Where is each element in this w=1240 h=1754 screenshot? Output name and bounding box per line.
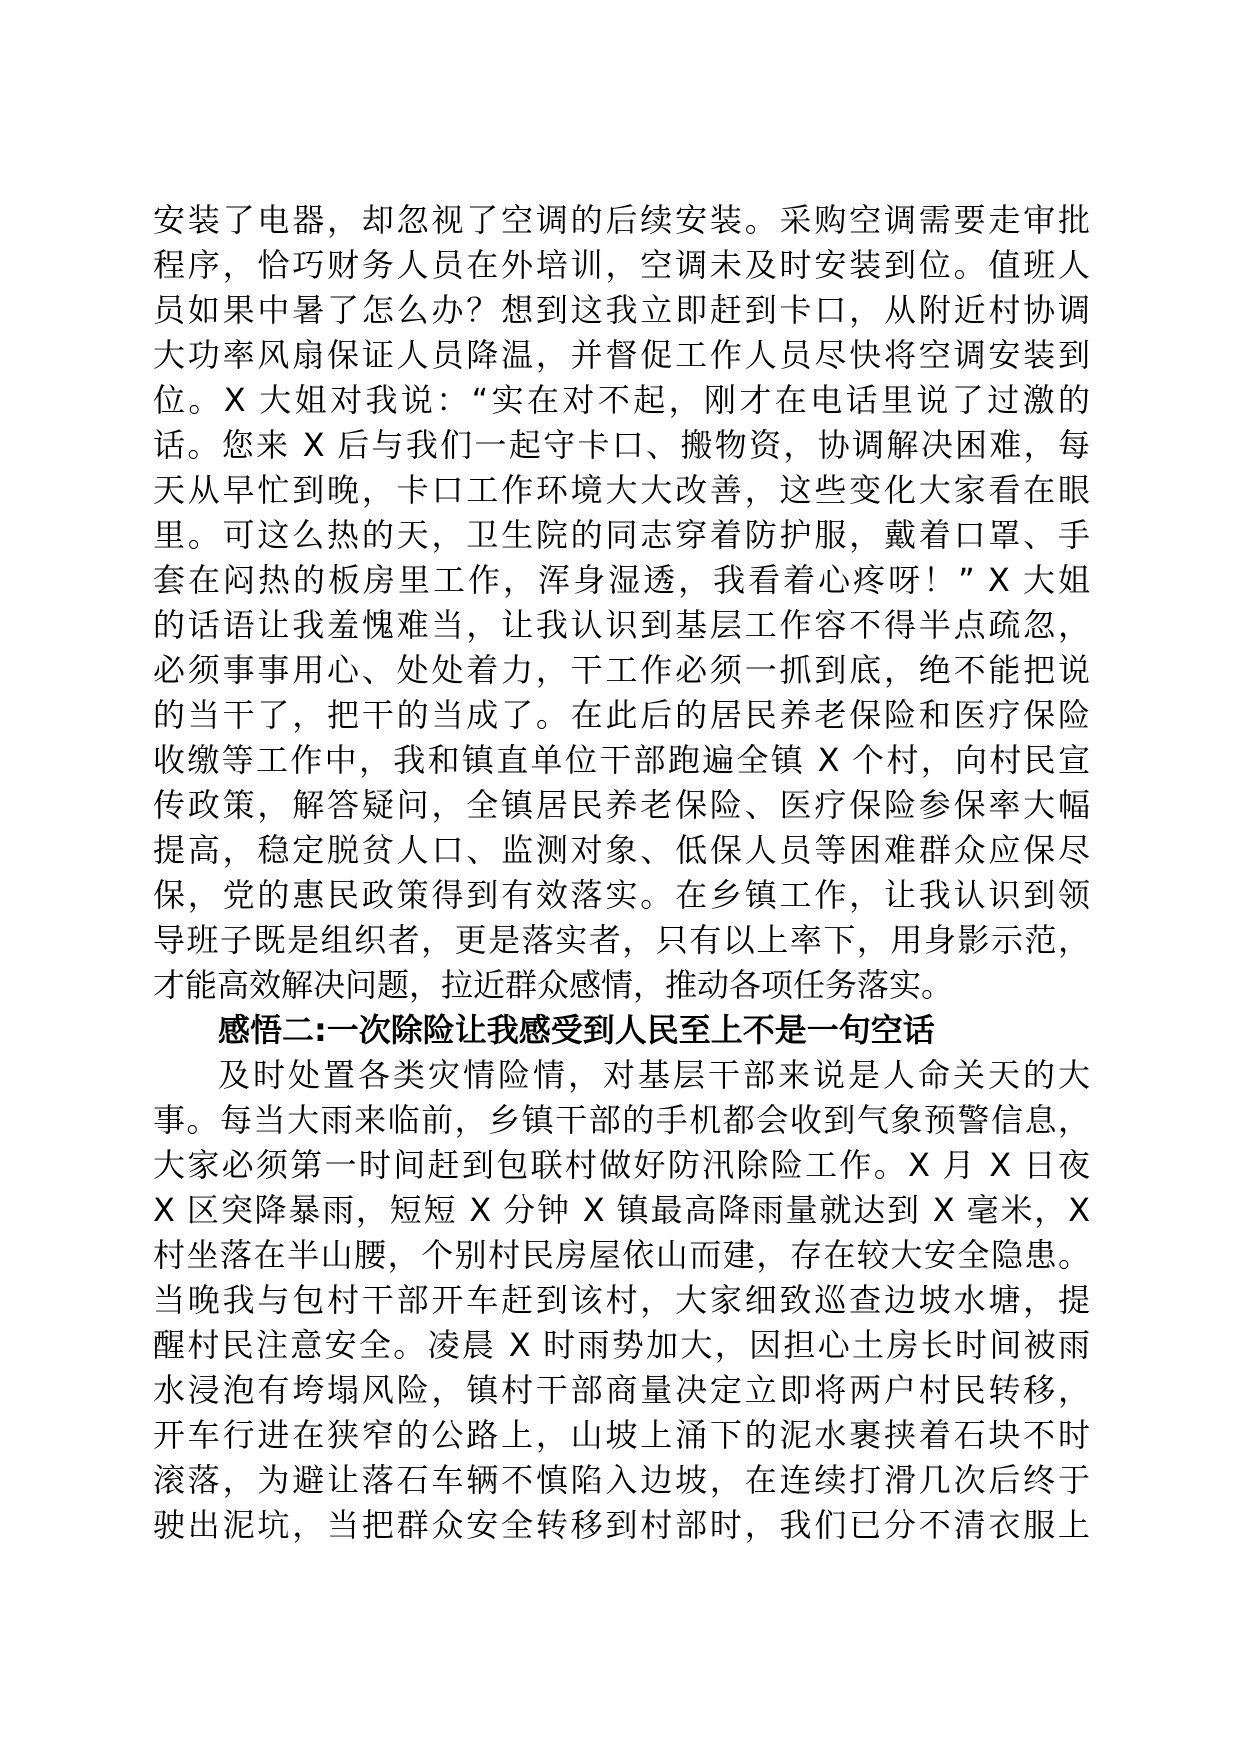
paragraph-1 (153, 198, 1090, 1008)
text-line: 才能高效解决问题，拉近群众感情，推动各项任务落实。 (153, 966, 954, 1004)
text-line: 位。X 大姐对我说：“实在对不起，刚才在电话里说了过激的 (153, 381, 1090, 419)
text-line: 大功率风扇保证人员降温，并督促工作人员尽快将空调安装到 (153, 336, 1090, 374)
text-line: 导班子既是组织者，更是落实者，只有以上率下，用身影示范， (153, 921, 1090, 959)
text-line: 里。可这么热的天，卫生院的同志穿着防护服，戴着口罩、手 (153, 516, 1090, 554)
text-line: 滚落，为避让落石车辆不慎陷入边坡，在连续打滑几次后终于 (153, 1461, 1090, 1499)
text-line: 程序，恰巧财务人员在外培训，空调未及时安装到位。值班人 (153, 246, 1090, 284)
section-heading: 感悟二:一次除险让我感受到人民至上不是一句空话 (218, 1011, 935, 1049)
text-line: X 区突降暴雨，短短 X 分钟 X 镇最高降雨量就达到 X 毫米，X (153, 1191, 1090, 1229)
text-line: 员如果中暑了怎么办？想到这我立即赶到卡口，从附近村协调 (153, 291, 1090, 329)
text-line: 传政策，解答疑问，全镇居民养老保险、医疗保险参保率大幅 (153, 786, 1090, 824)
text-line: 提高，稳定脱贫人口、监测对象、低保人员等困难群众应保尽 (153, 831, 1090, 869)
text-line: 必须事事用心、处处着力，干工作必须一抓到底，绝不能把说 (153, 651, 1090, 689)
text-line: 收缴等工作中，我和镇直单位干部跑遍全镇 X 个村，向村民宣 (153, 741, 1090, 779)
text-line: 天从早忙到晚，卡口工作环境大大改善，这些变化大家看在眼 (153, 471, 1090, 509)
text-line: 事。每当大雨来临前，乡镇干部的手机都会收到气象预警信息， (153, 1101, 1090, 1139)
text-line: 水浸泡有垮塌风险，镇村干部商量决定立即将两户村民转移， (153, 1371, 1090, 1409)
text-line: 安装了电器，却忽视了空调的后续安装。采购空调需要走审批 (153, 201, 1090, 239)
text-line: 当晚我与包村干部开车赶到该村，大家细致巡查边坡水塘，提 (153, 1281, 1090, 1319)
text-line: 大家必须第一时间赶到包联村做好防汛除险工作。X 月 X 日夜 (153, 1146, 1090, 1184)
text-line: 村坐落在半山腰，个别村民房屋依山而建，存在较大安全隐患。 (153, 1236, 1090, 1274)
text-line: 及时处置各类灾情险情，对基层干部来说是人命关天的大 (218, 1056, 1090, 1094)
text-line: 开车行进在狭窄的公路上，山坡上涌下的泥水裹挟着石块不时 (153, 1416, 1090, 1454)
text-line: 保，党的惠民政策得到有效落实。在乡镇工作，让我认识到领 (153, 876, 1090, 914)
text-line: 的当干了，把干的当成了。在此后的居民养老保险和医疗保险 (153, 696, 1090, 734)
document-body (153, 198, 1090, 1548)
text-line: 醒村民注意安全。凌晨 X 时雨势加大，因担心土房长时间被雨 (153, 1326, 1090, 1364)
text-line: 话。您来 X 后与我们一起守卡口、搬物资，协调解决困难，每 (153, 426, 1090, 464)
text-line: 套在闷热的板房里工作，浑身湿透，我看着心疼呀！” X 大姐 (153, 561, 1090, 599)
text-line: 驶出泥坑，当把群众安全转移到村部时，我们已分不清衣服上 (153, 1506, 1090, 1544)
paragraph-2 (153, 1053, 1090, 1548)
text-line: 的话语让我羞愧难当，让我认识到基层工作容不得半点疏忽， (153, 606, 1090, 644)
